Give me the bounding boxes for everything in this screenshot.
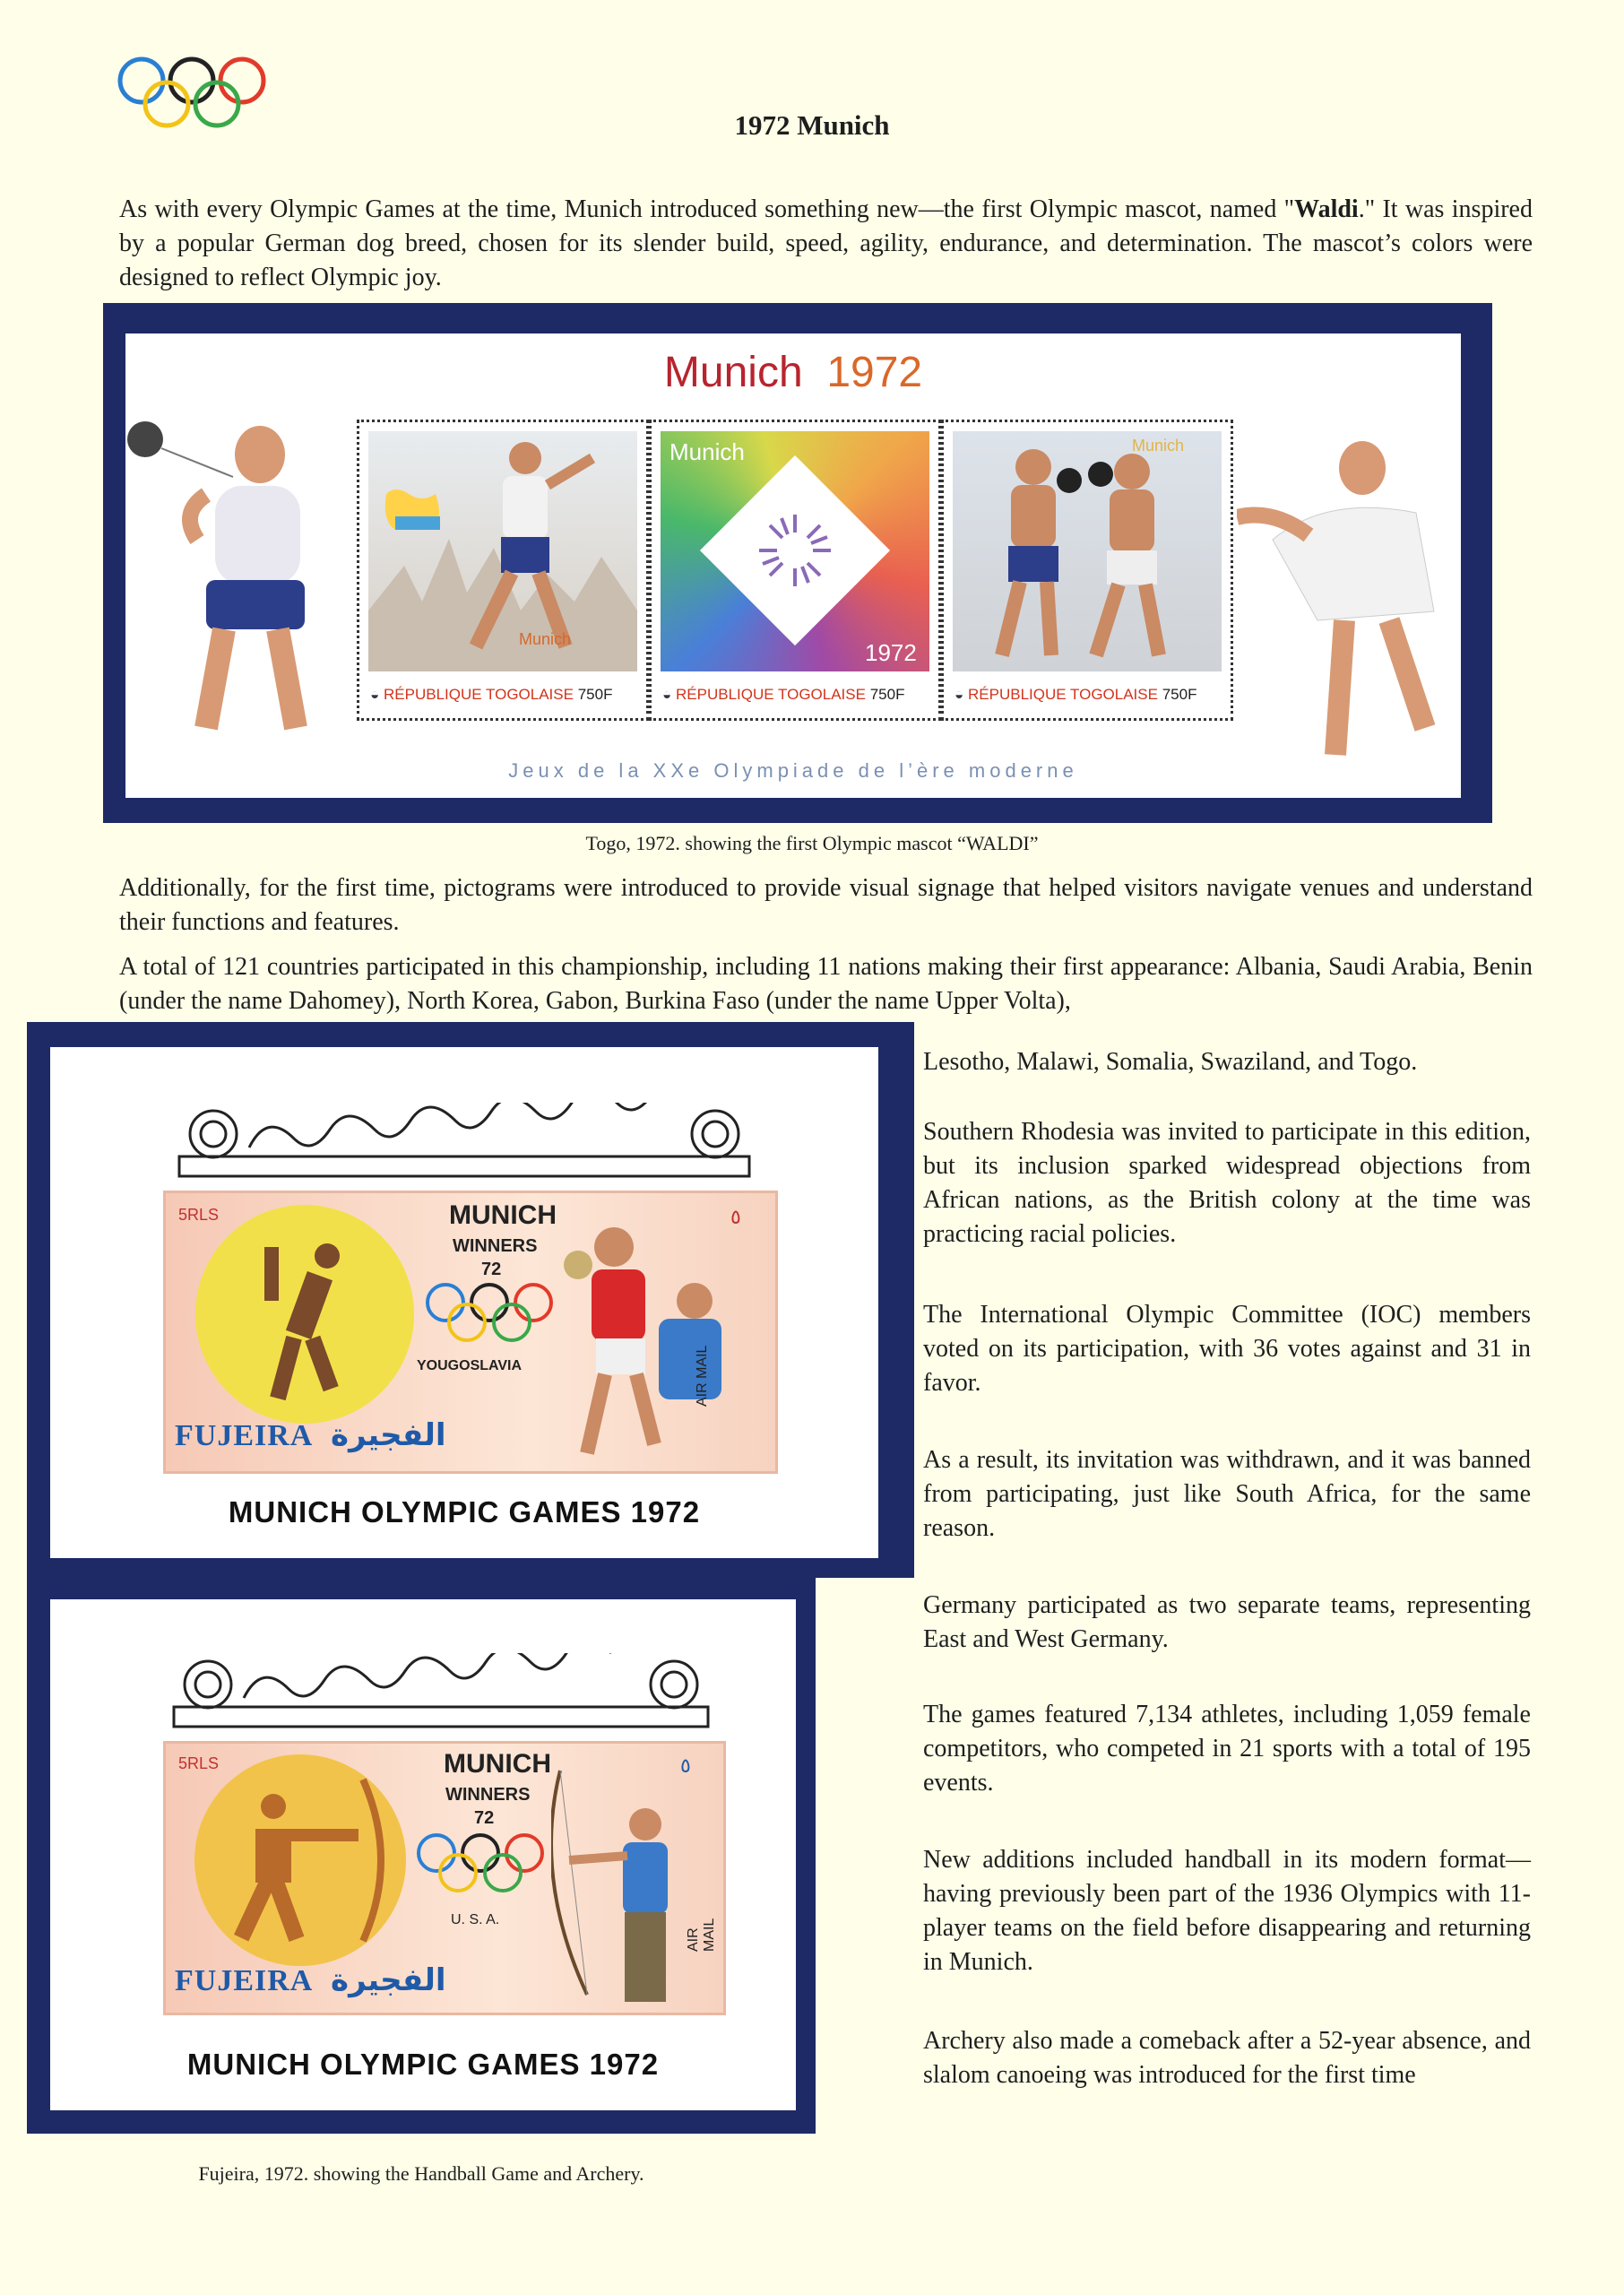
air-mail-label: AIR MAIL	[686, 1918, 717, 1952]
fujeira-handball-sheet	[50, 1047, 878, 1558]
stamp-corner-text: Munich	[1132, 437, 1185, 455]
stamp-value-left: 5RLS	[178, 1754, 220, 1772]
pictograms-paragraph: Additionally, for the first time, pictograms were introduced to provide visual signage that helped visitors navigate venues and understand their functions and features.	[119, 874, 1533, 937]
right-col-p3: The International Olympic Committee (IOC) members voted on its participation, with 36 votes against and 31 in favor.	[923, 1301, 1531, 1398]
togo-caption: Togo, 1972. showing the first Olympic mascot “WALDI”	[585, 832, 1039, 854]
right-col-p7: New additions included handball in its modern format—having previously been part of the 1936 Olympics with 11-player teams on the field before disappearing and returning in Munich.	[923, 1846, 1531, 1977]
intro-paragraph: As with every Olympic Games at the time, Munich introduced something new—the first Olympic mascot, named "Waldi." It was inspired by a popular German dog breed, chosen for its slender build, speed, agility, endurance, and determination. The mascot’s colors were designed to reflect Olympic joy.	[119, 195, 1533, 292]
togo-eagle-icon: ◒	[370, 686, 380, 703]
fujeira-sheet-title: MUNICH OLYMPIC GAMES 1972	[228, 1495, 701, 1529]
munich-spiral-emblem	[750, 506, 840, 595]
winner-country-label: YOUGOSLAVIA	[417, 1358, 523, 1373]
togo-sheet-header: Munich 1972	[663, 349, 923, 396]
archery-pictogram-medallion	[193, 1753, 408, 1968]
right-col-p4: As a result, its invitation was withdrawn, and it was banned from participating, just like South Africa, for the same reason.	[923, 1446, 1531, 1543]
togo-stamp-label: ◒ RÉPUBLIQUE TOGOLAISE 750F	[662, 686, 905, 703]
olympic-rings-stamp	[422, 1279, 557, 1346]
togo-stamp-discus	[357, 420, 649, 721]
stamp-year: 1972	[865, 639, 917, 666]
stamp-value-right: ٥	[730, 1206, 741, 1228]
togo-eagle-icon: ◒	[662, 686, 672, 703]
togo-souvenir-sheet	[125, 333, 1461, 798]
stamp-corner-text: Munich	[519, 630, 572, 648]
runner-illustration	[1237, 432, 1461, 773]
stamp-value-right: ٥	[680, 1754, 691, 1777]
togo-eagle-icon: ◒	[955, 686, 964, 703]
ornamental-scroll-border	[177, 1103, 751, 1183]
discus-thrower-image	[368, 431, 637, 671]
olympic-rings-stamp	[413, 1830, 548, 1896]
stamp-corner-text: Munich	[669, 438, 745, 465]
right-col-p8: Archery also made a comeback after a 52-year absence, and slalom canoeing was introduced for the first time	[923, 2027, 1531, 2090]
countries-paragraph: A total of 121 countries participated in this championship, including 11 nations making their first appearance: Albania, Saudi Arabia, Benin (under the name Dahomey), North Korea, Gabon, Burkina Faso (under the name Upper Volta),	[119, 953, 1533, 1016]
fujeira-sheet-title: MUNICH OLYMPIC GAMES 1972	[186, 2048, 660, 2081]
handball-players-image	[560, 1220, 739, 1462]
right-col-p2: Southern Rhodesia was invited to participate in this edition, but its inclusion sparked widespread objections from African nations, as the British colony at the time was practicing racial policies.	[923, 1118, 1531, 1249]
archer-image	[551, 1762, 686, 2008]
munich-label: MUNICH	[449, 1200, 557, 1230]
togo-stamp-label: ◒ RÉPUBLIQUE TOGOLAISE 750F	[370, 686, 613, 703]
togo-sheet-footer: Jeux de la XXe Olympiade de l’ère moderne	[508, 759, 1078, 782]
page-title: 1972 Munich	[734, 109, 890, 141]
fujeira-arabic: الفجيرة	[331, 1963, 446, 1997]
winners-label: WINNERS	[453, 1236, 538, 1256]
fujeira-caption: Fujeira, 1972. showing the Handball Game and Archery.	[198, 2162, 644, 2185]
air-mail-label: AIR MAIL	[695, 1345, 710, 1407]
stamp-value-left: 5RLS	[178, 1206, 220, 1224]
right-col-p6: The games featured 7,134 athletes, including 1,059 female competitors, who competed in 21 sports with a total of 195 events.	[923, 1701, 1531, 1797]
year-short-label: 72	[481, 1260, 502, 1279]
fujeira-latin: FUJEIRA	[175, 1419, 314, 1452]
winner-country-label: U. S. A.	[451, 1912, 500, 1927]
fujeira-archery-sheet	[50, 1599, 796, 2110]
ornamental-scroll-border	[172, 1653, 710, 1734]
munich-label: MUNICH	[444, 1749, 551, 1779]
fujeira-handball-stamp	[163, 1191, 778, 1474]
togo-stamp-boxing	[941, 420, 1233, 721]
fujeira-latin: FUJEIRA	[175, 1964, 314, 1997]
boxers-image	[953, 431, 1222, 671]
togo-stamp-emblem	[649, 420, 941, 721]
right-col-p5: Germany participated as two separate teams, representing East and West Germany.	[923, 1591, 1531, 1654]
hammer-thrower-illustration	[125, 414, 350, 755]
winners-label: WINNERS	[445, 1785, 531, 1805]
mascot-name: Waldi	[1294, 195, 1359, 223]
togo-stamp-label: ◒ RÉPUBLIQUE TOGOLAISE 750F	[955, 686, 1197, 703]
handball-pictogram-medallion	[193, 1202, 417, 1426]
year-short-label: 72	[474, 1808, 495, 1828]
right-col-p1: Lesotho, Malawi, Somalia, Swaziland, and Togo.	[923, 1048, 1418, 1076]
fujeira-arabic: الفجيرة	[331, 1418, 446, 1452]
fujeira-archery-stamp	[163, 1741, 726, 2015]
